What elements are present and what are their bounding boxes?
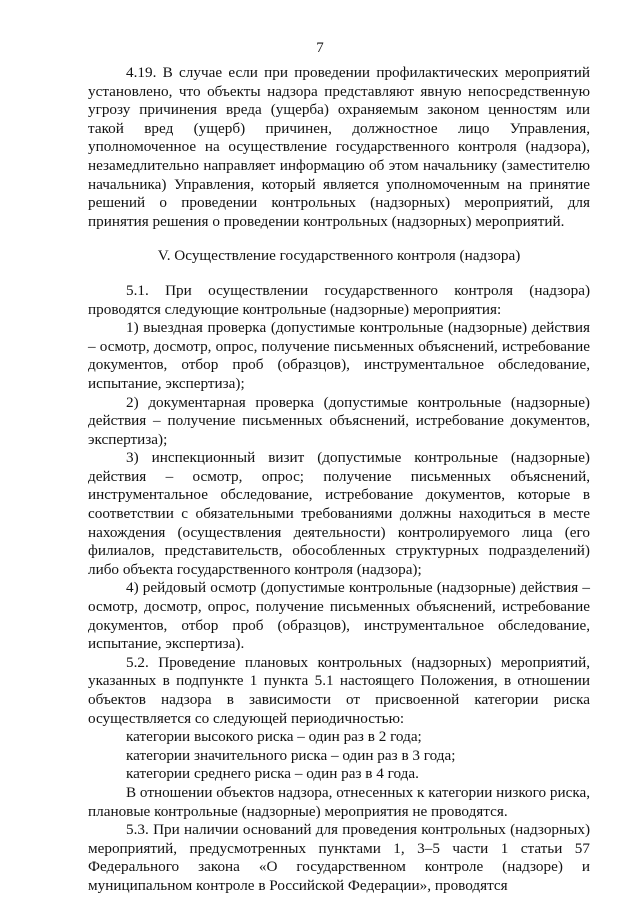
page-number: 7 <box>316 40 324 56</box>
list-item-1: 1) выездная проверка (допустимые контрольные (надзорные) действия – осмотр, досмотр, опрос, получение письменных объяснений, истребование документов, отбор проб (образцов), инструментальное обследование, испытание, экспертиза); <box>88 319 590 392</box>
risk-medium-line: категории среднего риска – один раз в 4 года. <box>126 765 419 783</box>
list-item-2: 2) документарная проверка (допустимые контрольные (надзорные) действия – получение письменных объяснений, истребование документов, экспертиза); <box>88 393 590 448</box>
risk-high-line: категории высокого риска – один раз в 2 года; <box>126 728 422 746</box>
section-heading: V. Осуществление государственного контроля (надзора) <box>157 247 521 265</box>
risk-significant-line: категории значительного риска – один раз в 3 года; <box>126 746 456 764</box>
paragraph-5-2: 5.2. Проведение плановых контрольных (надзорных) мероприятий, указанных в подпункте 1 пункта 5.1 настоящего Положения, в отношении объектов надзора в зависимости от присвоенной категории риска осуществляется со следующей периодичностью: <box>88 653 590 727</box>
paragraph-5-1: 5.1. При осуществлении государственного контроля (надзора) проводятся следующие контрольные (надзорные) мероприятия: <box>88 281 590 318</box>
paragraph-low-risk: В отношении объектов надзора, отнесенных к категории низкого риска, плановые контрольные (надзорные) мероприятия не проводятся. <box>88 783 591 820</box>
list-item-4: 4) рейдовый осмотр (допустимые контрольные (надзорные) действия – осмотр, досмотр, опрос, получение письменных объяснений, истребование документов, отбор проб (образцов), инструментальное обследование, испытание, экспертиза). <box>88 579 590 653</box>
document-body <box>88 64 590 896</box>
list-item-3: 3) инспекционный визит (допустимые контрольные (надзорные) действия – осмотр, опрос; получение письменных объяснений, инструментальное обследование, истребование документов, которые в соответствии с обязательными требованиями должны находиться в месте нахождения (осуществления деятельности) контролируемого лица (его филиалов, представительств, обособленных структурных подразделений) либо объекта государственного контроля (надзора); <box>88 449 590 578</box>
paragraph-4-19: 4.19. В случае если при проведении профилактических мероприятий установлено, что объекты надзора представляют явную непосредственную угрозу причинения вреда (ущерба) охраняемым законом ценностям или такой вред (ущерб) причинен, должностное лицо Управления, уполномоченное на осуществление государственного контроля (надзора), незамедлительно направляет информацию об этом начальнику (заместителю начальника) Управления, который является уполномоченным на принятие решений о проведении контрольных (надзорных) мероприятий, для принятия решения о проведении контрольных (надзорных) мероприятий. <box>88 64 590 230</box>
paragraph-5-3: 5.3. При наличии оснований для проведения контрольных (надзорных) мероприятий, предусмотренных пунктами 1, 3–5 части 1 статьи 57 Федерального закона «О государственном контроле (надзоре) и муниципальном контроле в Российской Федерации», проводятся <box>88 821 590 894</box>
